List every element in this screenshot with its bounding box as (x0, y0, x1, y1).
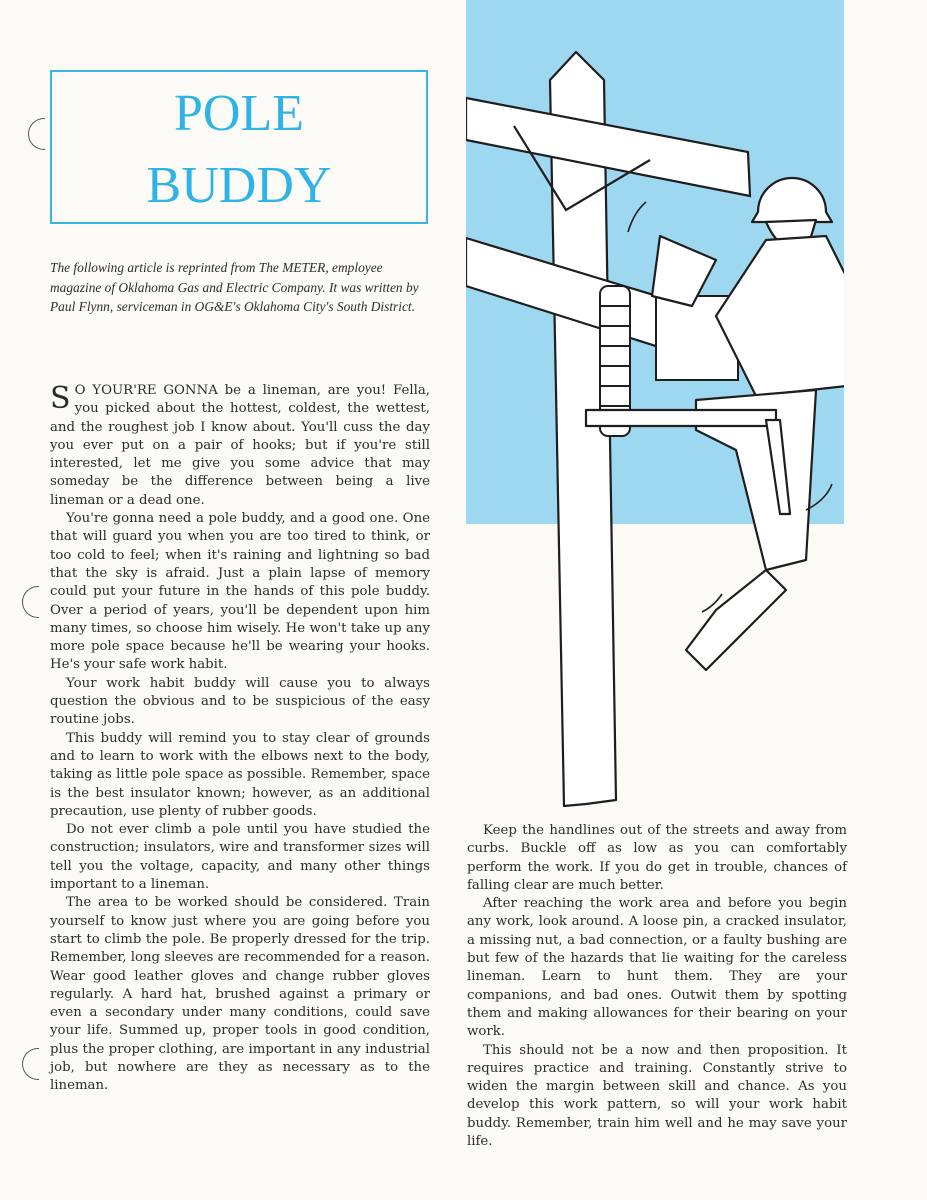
binder-hole (22, 1048, 39, 1080)
article-paragraph: After reaching the work area and before you begin any work, look around. A loose pin, a cracked insulator, a missing nut, a bad connection, or a faulty bushing are but few of the hazards that lie waiting for the careless lineman. Learn to hunt them. They are your companions, and bad ones. Outwit them by spotting them and making allowances for their bearing on your work. (467, 896, 847, 1040)
article-paragraph: Your work habit buddy will cause you to always question the obvious and to be suspicious of the easy routine jobs. (50, 675, 430, 728)
article-paragraph: Do not ever climb a pole until you have studied the construction; insulators, wire and transformer sizes will tell you the voltage, capacity, and many other things important to a lineman. (50, 822, 430, 893)
article-column-right (467, 822, 847, 1151)
article-paragraph: The area to be worked should be considered. Train yourself to know just where you are going before you start to climb the pole. Be properly dressed for the trip. Remember, long sleeves are recommended for a reason. Wear good leather gloves and change rubber gloves regularly. A hard hat, brushed against a primary or even a secondary under many conditions, could save your life. Summed up, proper tools in good condition, plus the proper clothing, are important in any industrial job, but nowhere are they as necessary as to the lineman. (50, 895, 430, 1094)
intro-note: The following article is reprinted from The METER, employee magazine of Oklahoma Gas and Electric Company. It was written by Paul Flynn, serviceman in OG&E's Oklahoma City's South District. (50, 260, 419, 314)
paragraph-text: O YOUR'RE GONNA be a lineman, are you! Fella, you picked about the hottest, coldest, the wettest, and the roughest job I know about. You'll cuss the day you ever put on a pair of hooks; but if you're still interested, let me give you some advice that may someday be the difference between being a live lineman or a dead one. (50, 383, 430, 508)
article-paragraph (50, 382, 430, 510)
article-paragraph: This should not be a now and then proposition. It requires practice and training. Constantly strive to widen the margin between skill and chance. As you develop this work pattern, so will your work habit buddy. Remember, train him well and he may save your life. (467, 1042, 847, 1150)
title-line-2: BUDDY (146, 157, 332, 214)
title-box (50, 70, 428, 224)
drop-cap: S (50, 381, 71, 416)
article-column-left (50, 382, 430, 1096)
article-paragraph: Keep the handlines out of the streets and away from curbs. Buckle off as low as you can comfortably perform the work. If you do get in trouble, chances of falling clear are much better. (467, 823, 847, 893)
article-paragraph: You're gonna need a pole buddy, and a good one. One that will guard you when you are too tired to think, or too cold to feel; when it's raining and lightning so bad that the sky is afraid. Just a plain lapse of memory could put your future in the hands of this pole buddy. Over a period of years, you'll be dependent upon him many times, so choose him wisely. He won't take up any more pole space because he'll be wearing your hooks. He's your safe work habit. (50, 511, 430, 673)
lineman-illustration (466, 0, 844, 810)
title-line-1: POLE (174, 85, 304, 142)
binder-hole (28, 118, 45, 150)
binder-hole (22, 586, 39, 618)
article-paragraph: This buddy will remind you to stay clear of grounds and to learn to work with the elbows next to the body, taking as little pole space as possible. Remember, space is the best insulator known; however, as an additional precaution, use plenty of rubber goods. (50, 730, 430, 819)
